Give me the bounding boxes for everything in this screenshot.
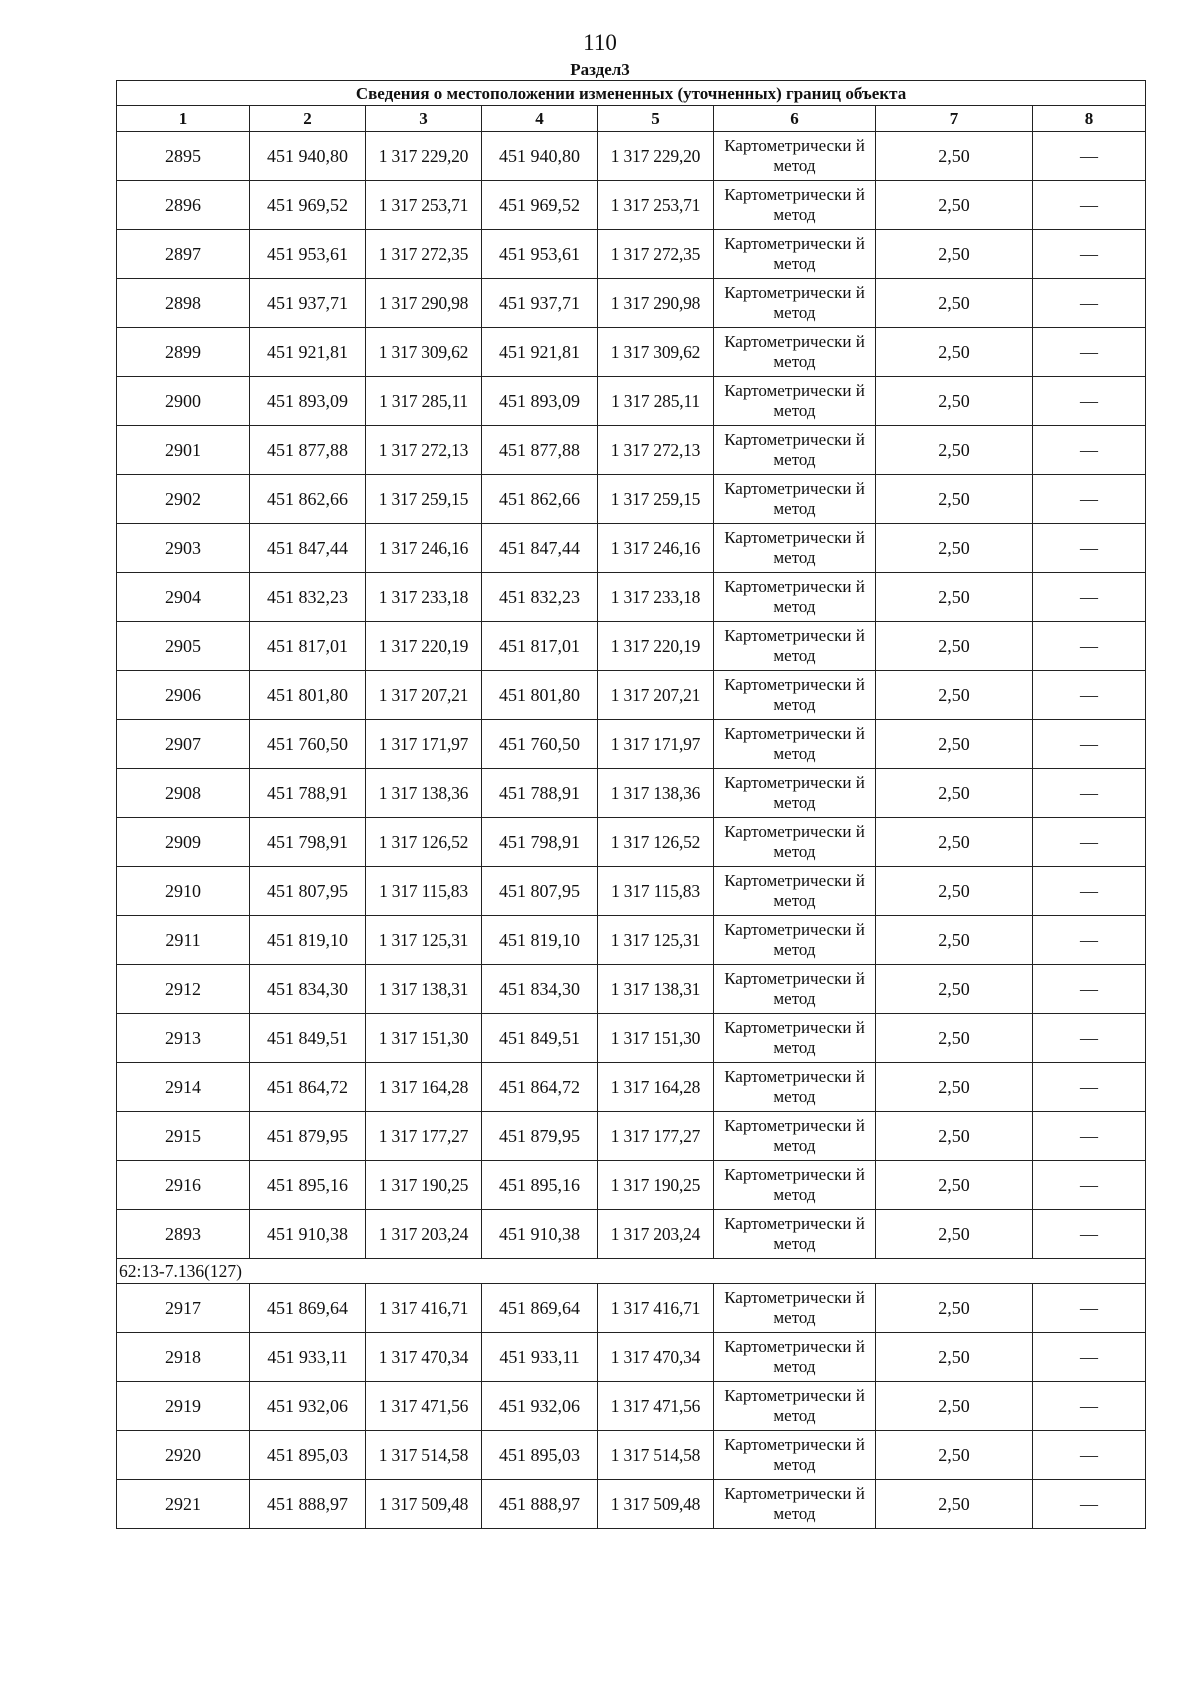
y-coordinate-new-cell: 1 317 115,83 (598, 867, 714, 916)
precision-cell: 2,50 (876, 769, 1033, 818)
note-cell: — (1033, 328, 1146, 377)
x-coordinate-cell: 451 910,38 (250, 1210, 366, 1259)
x-coordinate-cell: 451 864,72 (250, 1063, 366, 1112)
column-number: 3 (366, 106, 482, 132)
y-coordinate-cell: 1 317 514,58 (366, 1431, 482, 1480)
x-coordinate-new-cell: 451 940,80 (482, 132, 598, 181)
y-coordinate-cell: 1 317 290,98 (366, 279, 482, 328)
note-cell: — (1033, 132, 1146, 181)
x-coordinate-new-cell: 451 832,23 (482, 573, 598, 622)
table-row (117, 1284, 1146, 1333)
precision-cell: 2,50 (876, 1161, 1033, 1210)
y-coordinate-cell: 1 317 259,15 (366, 475, 482, 524)
precision-cell: 2,50 (876, 230, 1033, 279)
y-coordinate-new-cell: 1 317 207,21 (598, 671, 714, 720)
precision-cell: 2,50 (876, 818, 1033, 867)
y-coordinate-new-cell: 1 317 126,52 (598, 818, 714, 867)
x-coordinate-cell: 451 877,88 (250, 426, 366, 475)
precision-cell: 2,50 (876, 132, 1033, 181)
y-coordinate-cell: 1 317 272,35 (366, 230, 482, 279)
y-coordinate-new-cell: 1 317 125,31 (598, 916, 714, 965)
table-row (117, 916, 1146, 965)
y-coordinate-cell: 1 317 246,16 (366, 524, 482, 573)
x-coordinate-new-cell: 451 798,91 (482, 818, 598, 867)
table-row (117, 1333, 1146, 1382)
x-coordinate-new-cell: 451 869,64 (482, 1284, 598, 1333)
table-row (117, 1382, 1146, 1431)
x-coordinate-new-cell: 451 879,95 (482, 1112, 598, 1161)
table-row (117, 279, 1146, 328)
x-coordinate-new-cell: 451 801,80 (482, 671, 598, 720)
x-coordinate-cell: 451 849,51 (250, 1014, 366, 1063)
precision-cell: 2,50 (876, 328, 1033, 377)
x-coordinate-new-cell: 451 953,61 (482, 230, 598, 279)
table-row (117, 426, 1146, 475)
x-coordinate-new-cell: 451 910,38 (482, 1210, 598, 1259)
precision-cell: 2,50 (876, 622, 1033, 671)
x-coordinate-new-cell: 451 862,66 (482, 475, 598, 524)
x-coordinate-cell: 451 879,95 (250, 1112, 366, 1161)
method-cell: Картометрически й метод (714, 818, 876, 867)
x-coordinate-new-cell: 451 895,03 (482, 1431, 598, 1480)
x-coordinate-cell: 451 888,97 (250, 1480, 366, 1529)
method-cell: Картометрически й метод (714, 524, 876, 573)
method-cell: Картометрически й метод (714, 916, 876, 965)
point-number-cell: 2915 (117, 1112, 250, 1161)
y-coordinate-new-cell: 1 317 416,71 (598, 1284, 714, 1333)
method-cell: Картометрически й метод (714, 573, 876, 622)
note-cell: — (1033, 1333, 1146, 1382)
table-row (117, 867, 1146, 916)
x-coordinate-cell: 451 819,10 (250, 916, 366, 965)
y-coordinate-cell: 1 317 233,18 (366, 573, 482, 622)
y-coordinate-cell: 1 317 151,30 (366, 1014, 482, 1063)
y-coordinate-cell: 1 317 509,48 (366, 1480, 482, 1529)
x-coordinate-cell: 451 862,66 (250, 475, 366, 524)
table-caption-row (117, 81, 1146, 106)
x-coordinate-cell: 451 788,91 (250, 769, 366, 818)
point-number-cell: 2897 (117, 230, 250, 279)
method-cell: Картометрически й метод (714, 769, 876, 818)
table-row (117, 524, 1146, 573)
point-number-cell: 2917 (117, 1284, 250, 1333)
y-coordinate-cell: 1 317 138,36 (366, 769, 482, 818)
table-body (117, 81, 1146, 1529)
method-cell: Картометрически й метод (714, 1480, 876, 1529)
x-coordinate-new-cell: 451 760,50 (482, 720, 598, 769)
point-number-cell: 2918 (117, 1333, 250, 1382)
y-coordinate-cell: 1 317 177,27 (366, 1112, 482, 1161)
x-coordinate-cell: 451 801,80 (250, 671, 366, 720)
note-cell: — (1033, 622, 1146, 671)
x-coordinate-new-cell: 451 864,72 (482, 1063, 598, 1112)
x-coordinate-cell: 451 895,03 (250, 1431, 366, 1480)
y-coordinate-cell: 1 317 470,34 (366, 1333, 482, 1382)
table-row (117, 1063, 1146, 1112)
precision-cell: 2,50 (876, 279, 1033, 328)
method-cell: Картометрически й метод (714, 377, 876, 426)
method-cell: Картометрически й метод (714, 1284, 876, 1333)
precision-cell: 2,50 (876, 377, 1033, 426)
table-row (117, 1112, 1146, 1161)
y-coordinate-cell: 1 317 207,21 (366, 671, 482, 720)
note-cell: — (1033, 475, 1146, 524)
method-cell: Картометрически й метод (714, 1431, 876, 1480)
note-cell: — (1033, 279, 1146, 328)
method-cell: Картометрически й метод (714, 1333, 876, 1382)
method-cell: Картометрически й метод (714, 230, 876, 279)
note-cell: — (1033, 573, 1146, 622)
precision-cell: 2,50 (876, 524, 1033, 573)
precision-cell: 2,50 (876, 573, 1033, 622)
point-number-cell: 2920 (117, 1431, 250, 1480)
column-number: 8 (1033, 106, 1146, 132)
point-number-cell: 2893 (117, 1210, 250, 1259)
x-coordinate-new-cell: 451 788,91 (482, 769, 598, 818)
method-cell: Картометрически й метод (714, 475, 876, 524)
point-number-cell: 2916 (117, 1161, 250, 1210)
y-coordinate-new-cell: 1 317 285,11 (598, 377, 714, 426)
precision-cell: 2,50 (876, 1333, 1033, 1382)
x-coordinate-new-cell: 451 819,10 (482, 916, 598, 965)
point-number-cell: 2899 (117, 328, 250, 377)
note-cell: — (1033, 377, 1146, 426)
point-number-cell: 2909 (117, 818, 250, 867)
table-row (117, 1014, 1146, 1063)
point-number-cell: 2908 (117, 769, 250, 818)
note-cell: — (1033, 524, 1146, 573)
precision-cell: 2,50 (876, 916, 1033, 965)
precision-cell: 2,50 (876, 671, 1033, 720)
column-number: 6 (714, 106, 876, 132)
precision-cell: 2,50 (876, 1431, 1033, 1480)
y-coordinate-cell: 1 317 272,13 (366, 426, 482, 475)
y-coordinate-new-cell: 1 317 253,71 (598, 181, 714, 230)
page-number: 110 (583, 30, 617, 55)
point-number-cell: 2900 (117, 377, 250, 426)
y-coordinate-new-cell: 1 317 151,30 (598, 1014, 714, 1063)
precision-cell: 2,50 (876, 1210, 1033, 1259)
x-coordinate-new-cell: 451 888,97 (482, 1480, 598, 1529)
y-coordinate-cell: 1 317 253,71 (366, 181, 482, 230)
method-cell: Картометрически й метод (714, 622, 876, 671)
y-coordinate-cell: 1 317 171,97 (366, 720, 482, 769)
note-cell: — (1033, 965, 1146, 1014)
column-number-row (117, 106, 1146, 132)
y-coordinate-new-cell: 1 317 246,16 (598, 524, 714, 573)
method-cell: Картометрически й метод (714, 671, 876, 720)
point-number-cell: 2898 (117, 279, 250, 328)
precision-cell: 2,50 (876, 426, 1033, 475)
point-number-cell: 2903 (117, 524, 250, 573)
precision-cell: 2,50 (876, 720, 1033, 769)
point-number-cell: 2904 (117, 573, 250, 622)
method-cell: Картометрически й метод (714, 1014, 876, 1063)
y-coordinate-new-cell: 1 317 171,97 (598, 720, 714, 769)
table-row (117, 328, 1146, 377)
method-cell: Картометрически й метод (714, 328, 876, 377)
y-coordinate-cell: 1 317 309,62 (366, 328, 482, 377)
x-coordinate-new-cell: 451 933,11 (482, 1333, 598, 1382)
note-cell: — (1033, 1014, 1146, 1063)
point-number-cell: 2901 (117, 426, 250, 475)
x-coordinate-cell: 451 933,11 (250, 1333, 366, 1382)
x-coordinate-new-cell: 451 834,30 (482, 965, 598, 1014)
y-coordinate-new-cell: 1 317 220,19 (598, 622, 714, 671)
y-coordinate-cell: 1 317 203,24 (366, 1210, 482, 1259)
point-number-cell: 2914 (117, 1063, 250, 1112)
note-cell: — (1033, 916, 1146, 965)
point-number-cell: 2910 (117, 867, 250, 916)
x-coordinate-cell: 451 798,91 (250, 818, 366, 867)
table-row (117, 377, 1146, 426)
x-coordinate-new-cell: 451 932,06 (482, 1382, 598, 1431)
x-coordinate-cell: 451 921,81 (250, 328, 366, 377)
precision-cell: 2,50 (876, 475, 1033, 524)
method-cell: Картометрически й метод (714, 965, 876, 1014)
precision-cell: 2,50 (876, 1382, 1033, 1431)
x-coordinate-cell: 451 932,06 (250, 1382, 366, 1431)
point-number-cell: 2902 (117, 475, 250, 524)
y-coordinate-cell: 1 317 125,31 (366, 916, 482, 965)
y-coordinate-new-cell: 1 317 233,18 (598, 573, 714, 622)
y-coordinate-new-cell: 1 317 138,31 (598, 965, 714, 1014)
table-row (117, 132, 1146, 181)
note-cell: — (1033, 230, 1146, 279)
x-coordinate-new-cell: 451 807,95 (482, 867, 598, 916)
note-cell: — (1033, 1480, 1146, 1529)
y-coordinate-new-cell: 1 317 470,34 (598, 1333, 714, 1382)
table-row (117, 475, 1146, 524)
point-number-cell: 2907 (117, 720, 250, 769)
y-coordinate-new-cell: 1 317 509,48 (598, 1480, 714, 1529)
y-coordinate-new-cell: 1 317 138,36 (598, 769, 714, 818)
table-row (117, 1161, 1146, 1210)
x-coordinate-cell: 451 760,50 (250, 720, 366, 769)
y-coordinate-new-cell: 1 317 177,27 (598, 1112, 714, 1161)
y-coordinate-new-cell: 1 317 290,98 (598, 279, 714, 328)
point-number-cell: 2921 (117, 1480, 250, 1529)
y-coordinate-cell: 1 317 190,25 (366, 1161, 482, 1210)
table-row (117, 622, 1146, 671)
x-coordinate-cell: 451 937,71 (250, 279, 366, 328)
y-coordinate-new-cell: 1 317 309,62 (598, 328, 714, 377)
y-coordinate-cell: 1 317 416,71 (366, 1284, 482, 1333)
section-title: Раздел3 (570, 60, 630, 79)
precision-cell: 2,50 (876, 1480, 1033, 1529)
point-number-cell: 2906 (117, 671, 250, 720)
table-row (117, 720, 1146, 769)
note-cell: — (1033, 1063, 1146, 1112)
x-coordinate-new-cell: 451 817,01 (482, 622, 598, 671)
group-header-row (117, 1259, 1146, 1284)
x-coordinate-cell: 451 834,30 (250, 965, 366, 1014)
note-cell: — (1033, 1112, 1146, 1161)
x-coordinate-cell: 451 847,44 (250, 524, 366, 573)
x-coordinate-new-cell: 451 847,44 (482, 524, 598, 573)
note-cell: — (1033, 1161, 1146, 1210)
y-coordinate-cell: 1 317 126,52 (366, 818, 482, 867)
note-cell: — (1033, 1284, 1146, 1333)
point-number-cell: 2913 (117, 1014, 250, 1063)
method-cell: Картометрически й метод (714, 867, 876, 916)
table-row (117, 671, 1146, 720)
point-number-cell: 2905 (117, 622, 250, 671)
y-coordinate-cell: 1 317 471,56 (366, 1382, 482, 1431)
y-coordinate-new-cell: 1 317 259,15 (598, 475, 714, 524)
x-coordinate-new-cell: 451 921,81 (482, 328, 598, 377)
y-coordinate-new-cell: 1 317 203,24 (598, 1210, 714, 1259)
method-cell: Картометрически й метод (714, 181, 876, 230)
table-caption: Сведения о местоположении измененных (уточненных) границ объекта (117, 81, 1146, 106)
table-row (117, 1431, 1146, 1480)
precision-cell: 2,50 (876, 1014, 1033, 1063)
note-cell: — (1033, 426, 1146, 475)
table-row (117, 573, 1146, 622)
column-number: 4 (482, 106, 598, 132)
y-coordinate-new-cell: 1 317 164,28 (598, 1063, 714, 1112)
y-coordinate-new-cell: 1 317 514,58 (598, 1431, 714, 1480)
y-coordinate-cell: 1 317 115,83 (366, 867, 482, 916)
point-number-cell: 2895 (117, 132, 250, 181)
x-coordinate-new-cell: 451 849,51 (482, 1014, 598, 1063)
precision-cell: 2,50 (876, 1284, 1033, 1333)
table-row (117, 965, 1146, 1014)
x-coordinate-new-cell: 451 877,88 (482, 426, 598, 475)
y-coordinate-cell: 1 317 220,19 (366, 622, 482, 671)
precision-cell: 2,50 (876, 965, 1033, 1014)
x-coordinate-cell: 451 869,64 (250, 1284, 366, 1333)
x-coordinate-cell: 451 895,16 (250, 1161, 366, 1210)
table-row (117, 769, 1146, 818)
table-row (117, 181, 1146, 230)
precision-cell: 2,50 (876, 181, 1033, 230)
boundary-coordinates-table (116, 80, 1146, 1529)
x-coordinate-cell: 451 807,95 (250, 867, 366, 916)
column-number: 7 (876, 106, 1033, 132)
note-cell: — (1033, 1382, 1146, 1431)
point-number-cell: 2919 (117, 1382, 250, 1431)
y-coordinate-cell: 1 317 164,28 (366, 1063, 482, 1112)
precision-cell: 2,50 (876, 1063, 1033, 1112)
precision-cell: 2,50 (876, 867, 1033, 916)
method-cell: Картометрически й метод (714, 279, 876, 328)
precision-cell: 2,50 (876, 1112, 1033, 1161)
method-cell: Картометрически й метод (714, 132, 876, 181)
table-row (117, 230, 1146, 279)
point-number-cell: 2911 (117, 916, 250, 965)
x-coordinate-cell: 451 832,23 (250, 573, 366, 622)
note-cell: — (1033, 1431, 1146, 1480)
table-row (117, 1480, 1146, 1529)
method-cell: Картометрически й метод (714, 1112, 876, 1161)
method-cell: Картометрически й метод (714, 1382, 876, 1431)
method-cell: Картометрически й метод (714, 1210, 876, 1259)
column-number: 2 (250, 106, 366, 132)
column-number: 5 (598, 106, 714, 132)
x-coordinate-cell: 451 953,61 (250, 230, 366, 279)
x-coordinate-new-cell: 451 937,71 (482, 279, 598, 328)
note-cell: — (1033, 1210, 1146, 1259)
note-cell: — (1033, 720, 1146, 769)
x-coordinate-new-cell: 451 969,52 (482, 181, 598, 230)
x-coordinate-cell: 451 969,52 (250, 181, 366, 230)
method-cell: Картометрически й метод (714, 720, 876, 769)
column-number: 1 (117, 106, 250, 132)
point-number-cell: 2912 (117, 965, 250, 1014)
y-coordinate-new-cell: 1 317 190,25 (598, 1161, 714, 1210)
y-coordinate-new-cell: 1 317 471,56 (598, 1382, 714, 1431)
x-coordinate-cell: 451 940,80 (250, 132, 366, 181)
x-coordinate-new-cell: 451 893,09 (482, 377, 598, 426)
note-cell: — (1033, 867, 1146, 916)
method-cell: Картометрически й метод (714, 1161, 876, 1210)
note-cell: — (1033, 769, 1146, 818)
parcel-number: 62:13-7.136(127) (117, 1259, 1146, 1284)
x-coordinate-cell: 451 817,01 (250, 622, 366, 671)
x-coordinate-new-cell: 451 895,16 (482, 1161, 598, 1210)
note-cell: — (1033, 181, 1146, 230)
table-row (117, 818, 1146, 867)
y-coordinate-new-cell: 1 317 272,35 (598, 230, 714, 279)
y-coordinate-new-cell: 1 317 272,13 (598, 426, 714, 475)
method-cell: Картометрически й метод (714, 1063, 876, 1112)
table-row (117, 1210, 1146, 1259)
y-coordinate-cell: 1 317 138,31 (366, 965, 482, 1014)
note-cell: — (1033, 818, 1146, 867)
y-coordinate-cell: 1 317 229,20 (366, 132, 482, 181)
method-cell: Картометрически й метод (714, 426, 876, 475)
point-number-cell: 2896 (117, 181, 250, 230)
x-coordinate-cell: 451 893,09 (250, 377, 366, 426)
y-coordinate-cell: 1 317 285,11 (366, 377, 482, 426)
y-coordinate-new-cell: 1 317 229,20 (598, 132, 714, 181)
note-cell: — (1033, 671, 1146, 720)
